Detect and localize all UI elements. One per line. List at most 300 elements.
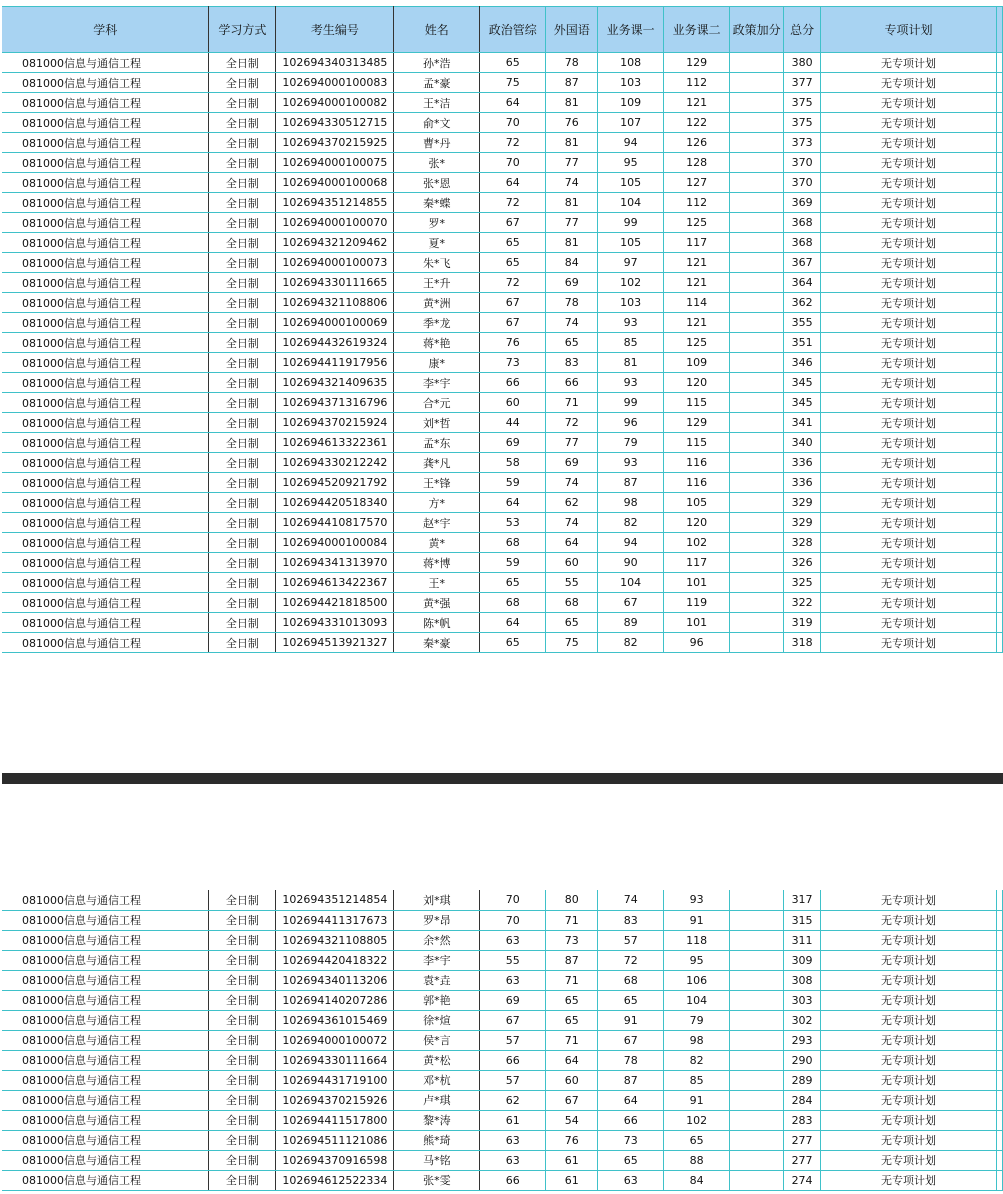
header-policy-bonus: 政策加分 xyxy=(730,7,784,53)
cell-study-mode: 全日制 xyxy=(209,373,276,393)
cell-special-plan: 无专项计划 xyxy=(821,353,997,373)
cell-course-one: 90 xyxy=(598,553,664,573)
cell-total: 325 xyxy=(784,573,821,593)
cell-special-plan: 无专项计划 xyxy=(821,910,997,930)
cell-special-plan: 无专项计划 xyxy=(821,950,997,970)
cell-subject: 081000信息与通信工程 xyxy=(2,1030,209,1050)
cell-subject: 081000信息与通信工程 xyxy=(2,93,209,113)
cell-study-mode: 全日制 xyxy=(209,53,276,73)
cell-study-mode: 全日制 xyxy=(209,393,276,413)
table-row xyxy=(2,1010,1003,1030)
cell-name: 王*升 xyxy=(394,273,480,293)
cell-politics: 63 xyxy=(480,1150,546,1170)
cell-study-mode: 全日制 xyxy=(209,553,276,573)
cell-policy-bonus xyxy=(730,433,784,453)
cell-course-two: 115 xyxy=(664,433,730,453)
cell-total: 340 xyxy=(784,433,821,453)
cell-special-plan: 无专项计划 xyxy=(821,393,997,413)
cell-candidate-id: 102694000100083 xyxy=(276,73,394,93)
cell-policy-bonus xyxy=(730,273,784,293)
cell-policy-bonus xyxy=(730,533,784,553)
cell-foreign-language: 62 xyxy=(546,493,598,513)
cell-total: 326 xyxy=(784,553,821,573)
table-row xyxy=(2,333,1003,353)
cell-course-two: 116 xyxy=(664,473,730,493)
cell-extra xyxy=(996,633,1002,653)
cell-course-two: 129 xyxy=(664,413,730,433)
cell-course-one: 94 xyxy=(598,533,664,553)
cell-study-mode: 全日制 xyxy=(209,233,276,253)
cell-policy-bonus xyxy=(730,553,784,573)
cell-name: 陈*帆 xyxy=(394,613,480,633)
table-row xyxy=(2,950,1003,970)
cell-total: 341 xyxy=(784,413,821,433)
cell-course-two: 84 xyxy=(664,1170,730,1190)
cell-politics: 58 xyxy=(480,453,546,473)
cell-policy-bonus xyxy=(730,613,784,633)
cell-name: 李*宇 xyxy=(394,373,480,393)
cell-course-two: 101 xyxy=(664,613,730,633)
cell-name: 朱*飞 xyxy=(394,253,480,273)
cell-candidate-id: 102694330111665 xyxy=(276,273,394,293)
cell-special-plan: 无专项计划 xyxy=(821,613,997,633)
cell-candidate-id: 102694411917956 xyxy=(276,353,394,373)
cell-total: 317 xyxy=(784,890,821,910)
cell-course-one: 105 xyxy=(598,173,664,193)
cell-policy-bonus xyxy=(730,293,784,313)
cell-foreign-language: 61 xyxy=(546,1170,598,1190)
cell-foreign-language: 65 xyxy=(546,333,598,353)
cell-policy-bonus xyxy=(730,990,784,1010)
cell-course-two: 112 xyxy=(664,193,730,213)
cell-foreign-language: 55 xyxy=(546,573,598,593)
cell-special-plan: 无专项计划 xyxy=(821,233,997,253)
cell-study-mode: 全日制 xyxy=(209,1050,276,1070)
cell-politics: 69 xyxy=(480,433,546,453)
cell-candidate-id: 102694340313485 xyxy=(276,53,394,73)
cell-policy-bonus xyxy=(730,353,784,373)
cell-name: 徐*煊 xyxy=(394,1010,480,1030)
cell-politics: 66 xyxy=(480,373,546,393)
cell-policy-bonus xyxy=(730,970,784,990)
cell-special-plan: 无专项计划 xyxy=(821,333,997,353)
cell-foreign-language: 77 xyxy=(546,433,598,453)
cell-policy-bonus xyxy=(730,113,784,133)
cell-extra xyxy=(996,613,1002,633)
cell-candidate-id: 102694612522334 xyxy=(276,1170,394,1190)
cell-special-plan: 无专项计划 xyxy=(821,1050,997,1070)
cell-extra xyxy=(996,173,1002,193)
cell-subject: 081000信息与通信工程 xyxy=(2,1110,209,1130)
cell-politics: 73 xyxy=(480,353,546,373)
cell-name: 刘*哲 xyxy=(394,413,480,433)
cell-study-mode: 全日制 xyxy=(209,593,276,613)
cell-extra xyxy=(996,1150,1002,1170)
cell-course-one: 104 xyxy=(598,193,664,213)
cell-foreign-language: 65 xyxy=(546,990,598,1010)
cell-name: 赵*宇 xyxy=(394,513,480,533)
cell-subject: 081000信息与通信工程 xyxy=(2,593,209,613)
cell-foreign-language: 77 xyxy=(546,213,598,233)
cell-policy-bonus xyxy=(730,93,784,113)
cell-subject: 081000信息与通信工程 xyxy=(2,613,209,633)
cell-special-plan: 无专项计划 xyxy=(821,133,997,153)
cell-course-two: 129 xyxy=(664,53,730,73)
cell-foreign-language: 73 xyxy=(546,930,598,950)
cell-subject: 081000信息与通信工程 xyxy=(2,313,209,333)
cell-politics: 57 xyxy=(480,1070,546,1090)
cell-foreign-language: 71 xyxy=(546,393,598,413)
header-special-plan: 专项计划 xyxy=(821,7,997,53)
cell-study-mode: 全日制 xyxy=(209,950,276,970)
cell-candidate-id: 102694321409635 xyxy=(276,373,394,393)
cell-study-mode: 全日制 xyxy=(209,113,276,133)
cell-extra xyxy=(996,333,1002,353)
cell-special-plan: 无专项计划 xyxy=(821,93,997,113)
cell-name: 孙*浩 xyxy=(394,53,480,73)
cell-total: 284 xyxy=(784,1090,821,1110)
cell-study-mode: 全日制 xyxy=(209,613,276,633)
cell-course-one: 82 xyxy=(598,633,664,653)
cell-course-two: 91 xyxy=(664,910,730,930)
cell-course-two: 91 xyxy=(664,1090,730,1110)
cell-special-plan: 无专项计划 xyxy=(821,1110,997,1130)
cell-candidate-id: 102694330212242 xyxy=(276,453,394,473)
cell-special-plan: 无专项计划 xyxy=(821,930,997,950)
cell-extra xyxy=(996,950,1002,970)
cell-total: 346 xyxy=(784,353,821,373)
cell-policy-bonus xyxy=(730,930,784,950)
cell-study-mode: 全日制 xyxy=(209,293,276,313)
cell-politics: 62 xyxy=(480,1090,546,1110)
cell-special-plan: 无专项计划 xyxy=(821,1070,997,1090)
cell-name: 秦*蝶 xyxy=(394,193,480,213)
cell-extra xyxy=(996,393,1002,413)
cell-foreign-language: 61 xyxy=(546,1150,598,1170)
cell-name: 俞*文 xyxy=(394,113,480,133)
cell-candidate-id: 102694370215925 xyxy=(276,133,394,153)
cell-policy-bonus xyxy=(730,333,784,353)
cell-extra xyxy=(996,213,1002,233)
cell-candidate-id: 102694330111664 xyxy=(276,1050,394,1070)
cell-politics: 68 xyxy=(480,533,546,553)
cell-course-two: 121 xyxy=(664,253,730,273)
cell-total: 362 xyxy=(784,293,821,313)
score-table-bottom xyxy=(2,890,1003,1191)
cell-extra xyxy=(996,553,1002,573)
cell-subject: 081000信息与通信工程 xyxy=(2,413,209,433)
cell-name: 王* xyxy=(394,573,480,593)
cell-special-plan: 无专项计划 xyxy=(821,1130,997,1150)
cell-special-plan: 无专项计划 xyxy=(821,1150,997,1170)
cell-special-plan: 无专项计划 xyxy=(821,473,997,493)
cell-course-two: 88 xyxy=(664,1150,730,1170)
cell-politics: 65 xyxy=(480,633,546,653)
cell-name: 郭*艳 xyxy=(394,990,480,1010)
cell-extra xyxy=(996,273,1002,293)
cell-policy-bonus xyxy=(730,193,784,213)
cell-course-one: 79 xyxy=(598,433,664,453)
cell-policy-bonus xyxy=(730,213,784,233)
cell-politics: 61 xyxy=(480,1110,546,1130)
cell-foreign-language: 64 xyxy=(546,533,598,553)
header-subject: 学科 xyxy=(2,7,209,53)
cell-foreign-language: 60 xyxy=(546,1070,598,1090)
cell-extra xyxy=(996,473,1002,493)
cell-course-two: 114 xyxy=(664,293,730,313)
cell-politics: 72 xyxy=(480,193,546,213)
cell-extra xyxy=(996,493,1002,513)
cell-course-one: 65 xyxy=(598,990,664,1010)
cell-course-one: 91 xyxy=(598,1010,664,1030)
cell-extra xyxy=(996,930,1002,950)
cell-extra xyxy=(996,593,1002,613)
table-row xyxy=(2,233,1003,253)
table-row xyxy=(2,53,1003,73)
cell-policy-bonus xyxy=(730,493,784,513)
cell-course-one: 103 xyxy=(598,293,664,313)
cell-course-two: 105 xyxy=(664,493,730,513)
cell-total: 318 xyxy=(784,633,821,653)
cell-course-one: 65 xyxy=(598,1150,664,1170)
cell-subject: 081000信息与通信工程 xyxy=(2,990,209,1010)
cell-politics: 70 xyxy=(480,113,546,133)
cell-politics: 59 xyxy=(480,553,546,573)
cell-politics: 60 xyxy=(480,393,546,413)
cell-course-one: 107 xyxy=(598,113,664,133)
header-row xyxy=(2,7,1003,53)
cell-extra xyxy=(996,253,1002,273)
cell-foreign-language: 69 xyxy=(546,453,598,473)
cell-name: 孟*豪 xyxy=(394,73,480,93)
cell-policy-bonus xyxy=(730,1010,784,1030)
cell-subject: 081000信息与通信工程 xyxy=(2,373,209,393)
cell-special-plan: 无专项计划 xyxy=(821,1030,997,1050)
cell-politics: 68 xyxy=(480,593,546,613)
cell-course-one: 72 xyxy=(598,950,664,970)
cell-total: 364 xyxy=(784,273,821,293)
cell-total: 329 xyxy=(784,493,821,513)
cell-policy-bonus xyxy=(730,153,784,173)
cell-study-mode: 全日制 xyxy=(209,1070,276,1090)
cell-politics: 65 xyxy=(480,53,546,73)
cell-foreign-language: 60 xyxy=(546,553,598,573)
cell-name: 罗*昂 xyxy=(394,910,480,930)
cell-special-plan: 无专项计划 xyxy=(821,453,997,473)
cell-foreign-language: 66 xyxy=(546,373,598,393)
table-row xyxy=(2,293,1003,313)
cell-subject: 081000信息与通信工程 xyxy=(2,493,209,513)
cell-politics: 75 xyxy=(480,73,546,93)
cell-policy-bonus xyxy=(730,473,784,493)
cell-extra xyxy=(996,93,1002,113)
cell-course-two: 120 xyxy=(664,513,730,533)
cell-course-two: 96 xyxy=(664,633,730,653)
cell-course-two: 121 xyxy=(664,93,730,113)
cell-subject: 081000信息与通信工程 xyxy=(2,1170,209,1190)
cell-subject: 081000信息与通信工程 xyxy=(2,633,209,653)
table-row xyxy=(2,433,1003,453)
cell-candidate-id: 102694370916598 xyxy=(276,1150,394,1170)
cell-special-plan: 无专项计划 xyxy=(821,890,997,910)
table-row xyxy=(2,173,1003,193)
cell-total: 319 xyxy=(784,613,821,633)
cell-special-plan: 无专项计划 xyxy=(821,293,997,313)
cell-total: 303 xyxy=(784,990,821,1010)
cell-special-plan: 无专项计划 xyxy=(821,593,997,613)
cell-name: 秦*豪 xyxy=(394,633,480,653)
cell-course-two: 125 xyxy=(664,213,730,233)
cell-extra xyxy=(996,1070,1002,1090)
cell-policy-bonus xyxy=(730,1150,784,1170)
cell-foreign-language: 81 xyxy=(546,93,598,113)
cell-total: 380 xyxy=(784,53,821,73)
cell-candidate-id: 102694000100075 xyxy=(276,153,394,173)
cell-extra xyxy=(996,233,1002,253)
table-row xyxy=(2,113,1003,133)
cell-course-two: 98 xyxy=(664,1030,730,1050)
cell-name: 张*恩 xyxy=(394,173,480,193)
cell-politics: 64 xyxy=(480,613,546,633)
cell-extra xyxy=(996,293,1002,313)
table-row xyxy=(2,1090,1003,1110)
cell-politics: 70 xyxy=(480,890,546,910)
cell-policy-bonus xyxy=(730,73,784,93)
cell-course-one: 105 xyxy=(598,233,664,253)
cell-policy-bonus xyxy=(730,1110,784,1130)
cell-subject: 081000信息与通信工程 xyxy=(2,573,209,593)
cell-politics: 63 xyxy=(480,970,546,990)
cell-study-mode: 全日制 xyxy=(209,413,276,433)
cell-course-two: 79 xyxy=(664,1010,730,1030)
cell-course-one: 103 xyxy=(598,73,664,93)
cell-foreign-language: 72 xyxy=(546,413,598,433)
cell-course-one: 85 xyxy=(598,333,664,353)
cell-total: 322 xyxy=(784,593,821,613)
cell-politics: 67 xyxy=(480,293,546,313)
cell-study-mode: 全日制 xyxy=(209,1030,276,1050)
cell-special-plan: 无专项计划 xyxy=(821,533,997,553)
cell-subject: 081000信息与通信工程 xyxy=(2,333,209,353)
cell-name: 夏* xyxy=(394,233,480,253)
cell-total: 283 xyxy=(784,1110,821,1130)
cell-course-one: 96 xyxy=(598,413,664,433)
cell-subject: 081000信息与通信工程 xyxy=(2,553,209,573)
cell-special-plan: 无专项计划 xyxy=(821,1010,997,1030)
cell-special-plan: 无专项计划 xyxy=(821,273,997,293)
cell-subject: 081000信息与通信工程 xyxy=(2,970,209,990)
table-body-bottom xyxy=(2,890,1003,1190)
cell-extra xyxy=(996,353,1002,373)
cell-subject: 081000信息与通信工程 xyxy=(2,53,209,73)
cell-extra xyxy=(996,1090,1002,1110)
table-row xyxy=(2,910,1003,930)
cell-subject: 081000信息与通信工程 xyxy=(2,473,209,493)
cell-politics: 64 xyxy=(480,493,546,513)
cell-candidate-id: 102694340113206 xyxy=(276,970,394,990)
cell-study-mode: 全日制 xyxy=(209,453,276,473)
cell-politics: 66 xyxy=(480,1050,546,1070)
cell-politics: 64 xyxy=(480,173,546,193)
cell-study-mode: 全日制 xyxy=(209,173,276,193)
cell-extra xyxy=(996,133,1002,153)
cell-name: 邓*杭 xyxy=(394,1070,480,1090)
table-row xyxy=(2,193,1003,213)
cell-candidate-id: 102694351214854 xyxy=(276,890,394,910)
cell-study-mode: 全日制 xyxy=(209,493,276,513)
cell-candidate-id: 102694411517800 xyxy=(276,1110,394,1130)
cell-politics: 66 xyxy=(480,1170,546,1190)
cell-policy-bonus xyxy=(730,593,784,613)
cell-course-one: 93 xyxy=(598,313,664,333)
cell-foreign-language: 74 xyxy=(546,173,598,193)
cell-special-plan: 无专项计划 xyxy=(821,213,997,233)
cell-course-two: 125 xyxy=(664,333,730,353)
cell-total: 308 xyxy=(784,970,821,990)
cell-course-one: 63 xyxy=(598,1170,664,1190)
cell-study-mode: 全日制 xyxy=(209,633,276,653)
cell-study-mode: 全日制 xyxy=(209,253,276,273)
cell-foreign-language: 83 xyxy=(546,353,598,373)
cell-special-plan: 无专项计划 xyxy=(821,413,997,433)
cell-course-two: 121 xyxy=(664,273,730,293)
table-row xyxy=(2,413,1003,433)
cell-policy-bonus xyxy=(730,173,784,193)
cell-politics: 67 xyxy=(480,213,546,233)
cell-foreign-language: 81 xyxy=(546,233,598,253)
cell-foreign-language: 87 xyxy=(546,73,598,93)
cell-candidate-id: 102694613322361 xyxy=(276,433,394,453)
cell-name: 罗* xyxy=(394,213,480,233)
cell-foreign-language: 87 xyxy=(546,950,598,970)
cell-candidate-id: 102694411317673 xyxy=(276,910,394,930)
cell-subject: 081000信息与通信工程 xyxy=(2,453,209,473)
header-politics: 政治管综 xyxy=(480,7,546,53)
cell-subject: 081000信息与通信工程 xyxy=(2,113,209,133)
cell-special-plan: 无专项计划 xyxy=(821,1090,997,1110)
cell-politics: 69 xyxy=(480,990,546,1010)
cell-total: 289 xyxy=(784,1070,821,1090)
cell-candidate-id: 102694331013093 xyxy=(276,613,394,633)
cell-special-plan: 无专项计划 xyxy=(821,373,997,393)
table-row xyxy=(2,573,1003,593)
cell-politics: 57 xyxy=(480,1030,546,1050)
cell-course-two: 65 xyxy=(664,1130,730,1150)
cell-special-plan: 无专项计划 xyxy=(821,193,997,213)
cell-extra xyxy=(996,890,1002,910)
cell-total: 369 xyxy=(784,193,821,213)
cell-politics: 67 xyxy=(480,1010,546,1030)
cell-study-mode: 全日制 xyxy=(209,533,276,553)
cell-extra xyxy=(996,1170,1002,1190)
cell-name: 黄*松 xyxy=(394,1050,480,1070)
cell-course-two: 115 xyxy=(664,393,730,413)
cell-policy-bonus xyxy=(730,1050,784,1070)
cell-policy-bonus xyxy=(730,133,784,153)
header-course-two: 业务课二 xyxy=(664,7,730,53)
cell-course-one: 93 xyxy=(598,373,664,393)
cell-study-mode: 全日制 xyxy=(209,353,276,373)
cell-course-two: 117 xyxy=(664,233,730,253)
cell-course-one: 99 xyxy=(598,393,664,413)
table-row xyxy=(2,633,1003,653)
cell-course-two: 126 xyxy=(664,133,730,153)
cell-study-mode: 全日制 xyxy=(209,1090,276,1110)
cell-total: 373 xyxy=(784,133,821,153)
cell-special-plan: 无专项计划 xyxy=(821,433,997,453)
cell-name: 张*雯 xyxy=(394,1170,480,1190)
cell-course-one: 95 xyxy=(598,153,664,173)
